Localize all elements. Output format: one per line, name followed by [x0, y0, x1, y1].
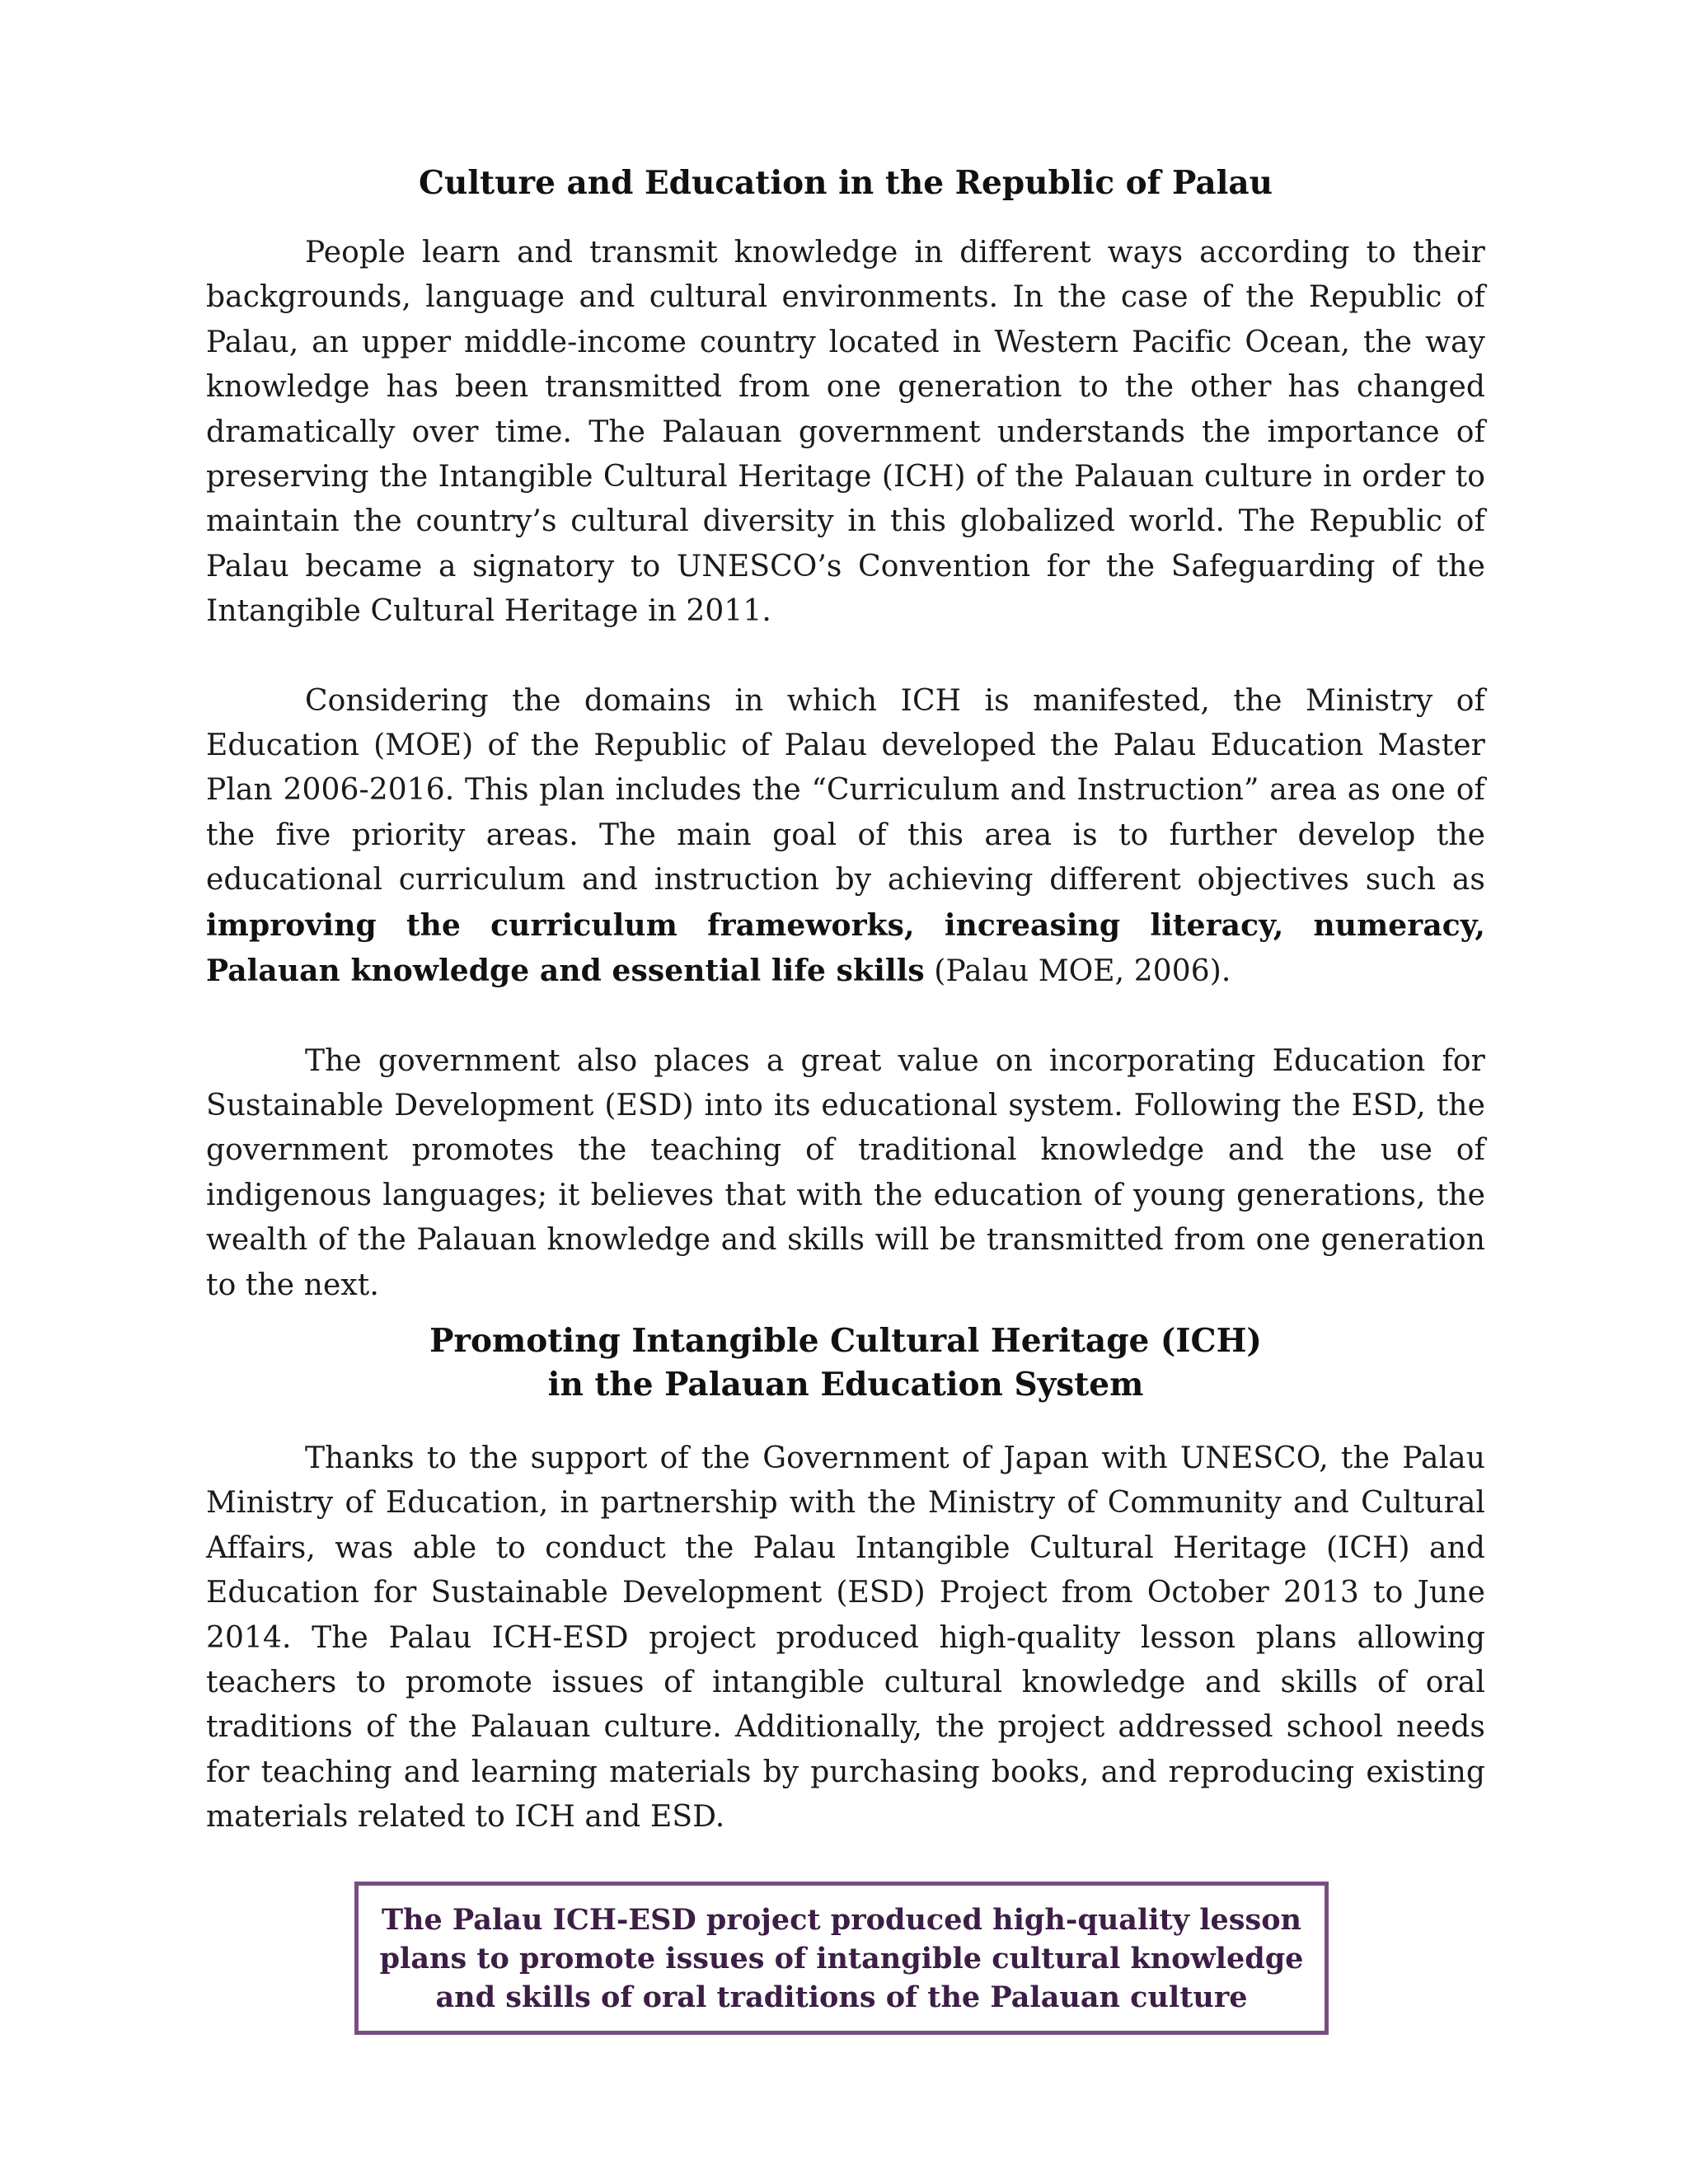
paragraph-moe-plan-citation: (Palau MOE, 2006). — [924, 954, 1231, 989]
paragraph-moe-plan — [206, 679, 1485, 995]
paragraph-intro: People learn and transmit knowledge in different ways according to their backgrounds, language and cultural environments. In the case of the Republic of Palau, an upper middle-income country located in Western Pacific Ocean, the way knowledge has been transmitted from one generation to the other has changed dramatically over time. The Palauan government understands the importance of preserving the Intangible Cultural Heritage (ICH) of the Palauan culture in order to maintain the country’s cultural diversity in this globalized world. The Republic of Palau became a signatory to UNESCO’s Convention for the Safeguarding of the Intangible Cultural Heritage in 2011. — [206, 236, 1485, 629]
callout-text — [363, 1900, 1320, 2017]
paragraph-project: Thanks to the support of the Government of Japan with UNESCO, the Palau Ministry of Education, in partnership with the Ministry of Community and Cultural Affairs, was able to conduct the Palau Intangible Cultural Heritage (ICH) and Education for Sustainable Development (ESD) Project from October 2013 to June 2014. The Palau ICH-ESD project produced high-quality lesson plans allowing teachers to promote issues of intangible cultural knowledge and skills of oral traditions of the Palauan culture. Additionally, the project addressed school needs for teaching and learning materials by purchasing books, and reproducing existing materials related to ICH and ESD. — [206, 1441, 1485, 1835]
section-heading-line2: in the Palauan Education System — [547, 1365, 1144, 1404]
paragraph-esd: The government also places a great value on incorporating Education for Sustainable Development (ESD) into its educational system. Following the ESD, the government promotes the teaching of traditional knowledge and the use of indigenous languages; it believes that with the education of young generations, the wealth of the Palauan knowledge and skills will be transmitted from one generation to the next. — [206, 1043, 1485, 1302]
section-heading-line1: Promoting Intangible Cultural Heritage (ICH) — [429, 1321, 1262, 1360]
document-body — [206, 155, 1485, 1840]
section-heading — [206, 1319, 1485, 1407]
callout-line3: and skills of oral traditions of the Palauan culture — [435, 1980, 1248, 2014]
callout-box — [354, 1882, 1329, 2035]
paragraph-moe-plan-lead: Considering the domains in which ICH is manifested, the Ministry of Education (MOE) of the Republic of Palau developed the Palau Education Master Plan 2006-2016. This plan includes the “Curriculum and Instruction” area as one of the five priority areas. The main goal of this area is to further develop the educational curriculum and instruction by achieving different objectives such as — [206, 683, 1485, 898]
callout-line2: plans to promote issues of intangible cultural knowledge — [379, 1941, 1304, 1975]
page-title: Culture and Education in the Republic of Palau — [418, 164, 1273, 202]
callout-line1: The Palau ICH-ESD project produced high-quality lesson — [381, 1902, 1302, 1937]
paragraph-moe-plan-bold: improving the curriculum frameworks, increasing literacy, numeracy, Palauan knowledge and essential life skills — [206, 907, 1485, 989]
